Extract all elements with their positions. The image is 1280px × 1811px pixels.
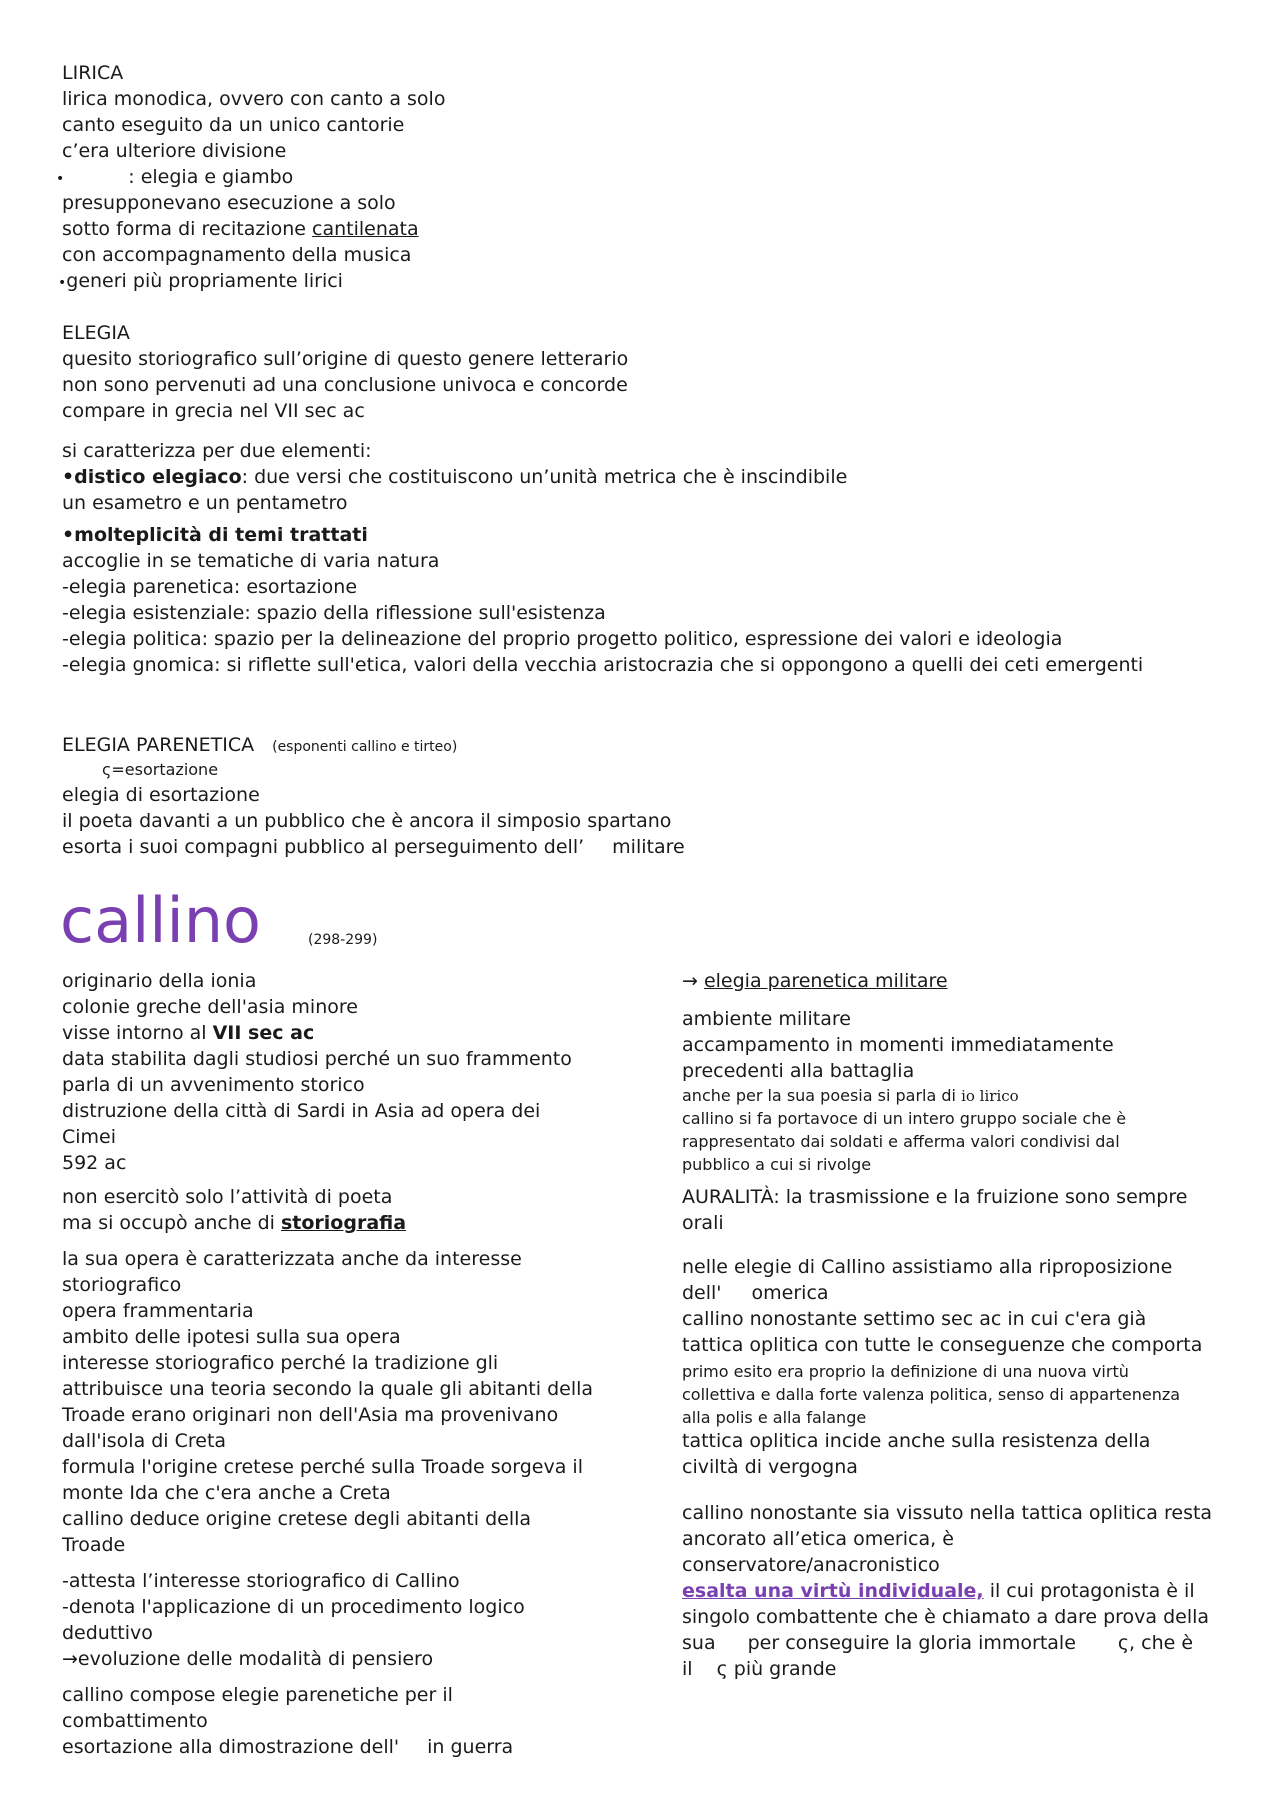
omerica-text: dell' <box>682 1282 722 1304</box>
lirica-line: canto eseguito da un unico cantorie <box>62 114 405 136</box>
elegia-intro: si caratterizza per due elementi: <box>62 440 372 462</box>
callino-left-line: interesse storiografico perché la tradizione gli <box>62 1352 499 1374</box>
guerra-text: in guerra <box>427 1736 514 1758</box>
cantilenata-word: cantilenata <box>312 218 419 240</box>
temi-line: -elegia esistenziale: spazio della riflessione sull'esistenza <box>62 602 606 624</box>
callino-right-line <box>682 1578 1195 1604</box>
parenetica-heading <box>62 732 457 758</box>
callino-right-line: civiltà di vergogna <box>682 1456 858 1478</box>
auralita-line: AURALITÀ: la trasmissione e la fruizione sono sempre <box>682 1186 1188 1208</box>
temi-line: -elegia gnomica: si riflette sull'etica, valori della vecchia aristocrazia che si oppongono a quelli dei ceti emergenti <box>62 654 1144 676</box>
callino-left-line: -attesta l’interesse storiografico di Callino <box>62 1570 460 1592</box>
callino-left-line <box>62 1210 406 1236</box>
callino-right-small: alla polis e alla falange <box>682 1408 867 1427</box>
sua-text: sua <box>682 1632 716 1654</box>
callino-left-line: parla di un avvenimento storico <box>62 1074 365 1096</box>
lirica-line: presupponevano esecuzione a solo <box>62 192 396 214</box>
elegia-line: un esametro e un pentametro <box>62 492 348 514</box>
visse-text: visse intorno al <box>62 1022 213 1044</box>
lirica-bullet <box>58 268 343 294</box>
callino-left-line: opera frammentaria <box>62 1300 254 1322</box>
callino-right-line <box>682 1084 1019 1108</box>
distico-term: •distico elegiaco <box>62 466 242 488</box>
callino-right-line: ambiente militare <box>682 1008 851 1030</box>
parenetica-note: (esponenti callino e tirteo) <box>272 739 458 755</box>
callino-left-line: Troade erano originari non dell'Asia ma provenivano <box>62 1404 559 1426</box>
callino-left-line: distruzione della città di Sardi in Asia ad opera dei <box>62 1100 541 1122</box>
parenetica-text: esorta i suoi compagni pubblico al perseguimento dell’ <box>62 836 585 858</box>
callino-left-line: colonie greche dell'asia minore <box>62 996 358 1018</box>
callino-right-line: precedenti alla battaglia <box>682 1060 915 1082</box>
callino-right-line: tattica oplitica incide anche sulla resistenza della <box>682 1430 1151 1452</box>
storiografia-word: storiografia <box>280 1212 407 1234</box>
callino-right-line: ancorato all’etica omerica, è <box>682 1528 954 1550</box>
recitazione-text: sotto forma di recitazione <box>62 218 312 240</box>
callino-right-line: callino nonostante settimo sec ac in cui c'era già <box>682 1308 1147 1330</box>
elegia-heading: ELEGIA <box>62 322 130 344</box>
il-text: ς più grande <box>716 1658 837 1680</box>
callino-left-line: non esercitò solo l’attività di poeta <box>62 1186 393 1208</box>
callino-pages: (298-299) <box>308 932 378 948</box>
callino-left-line: →evoluzione delle modalità di pensiero <box>62 1648 434 1670</box>
callino-left-line: ambito delle ipotesi sulla sua opera <box>62 1326 401 1348</box>
callino-right-small: callino si fa portavoce di un intero gruppo sociale che è <box>682 1109 1127 1128</box>
temi-line: accoglie in se tematiche di varia natura <box>62 550 440 572</box>
callino-title: callino <box>60 884 261 957</box>
callino-left-line: Cimei <box>62 1126 117 1148</box>
callino-right-line: conservatore/anacronistico <box>682 1554 940 1576</box>
callino-left-line: callino compose elegie parenetiche per il <box>62 1684 453 1706</box>
callino-right-line <box>682 1280 829 1306</box>
distico-line <box>62 464 847 490</box>
callino-right-line <box>682 1656 836 1682</box>
parenetica-text: militare <box>612 836 685 858</box>
callino-left-line: 592 ac <box>62 1152 127 1174</box>
auralita-line: orali <box>682 1212 724 1234</box>
omerica-text: omerica <box>751 1282 829 1304</box>
temi-term: •molteplicità di temi trattati <box>62 524 368 546</box>
callino-right-line: singolo combattente che è chiamato a dare prova della <box>682 1606 1210 1628</box>
lirica-bullet <box>56 164 293 190</box>
callino-right-line: accampamento in momenti immediatamente <box>682 1034 1114 1056</box>
storiografia-text: ma si occupò anche di <box>62 1212 281 1234</box>
elegia-militare-link[interactable]: elegia parenetica militare <box>703 970 948 992</box>
arrow-right-icon: → <box>682 970 704 992</box>
lirica-line: lirica monodica, ovvero con canto a solo <box>62 88 446 110</box>
virtu-individuale-link[interactable]: esalta una virtù individuale, <box>682 1580 984 1602</box>
io-lirico-term: io lirico <box>961 1087 1019 1105</box>
temi-line: -elegia parenetica: esortazione <box>62 576 358 598</box>
temi-line: -elegia politica: spazio per la delineazione del proprio progetto politico, espressione dei valori e ideologia <box>62 628 1063 650</box>
callino-right-line: nelle elegie di Callino assistiamo alla riproposizione <box>682 1256 1173 1278</box>
lirica-recitazione <box>62 216 419 242</box>
bullet-icon: • <box>56 171 65 187</box>
guerra-text: esortazione alla dimostrazione dell' <box>62 1736 400 1758</box>
callino-left-line: monte Ida che c'era anche a Creta <box>62 1482 391 1504</box>
distico-definition: : due versi che costituiscono un’unità metrica che è inscindibile <box>241 466 848 488</box>
callino-left-line: storiografico <box>62 1274 182 1296</box>
lirica-line: con accompagnamento della musica <box>62 244 412 266</box>
parenetica-line <box>62 834 685 860</box>
callino-left-line: dall'isola di Creta <box>62 1430 227 1452</box>
callino-left-line: la sua opera è caratterizzata anche da interesse <box>62 1248 522 1270</box>
callino-right-small: rappresentato dai soldati e afferma valori condivisi dal <box>682 1132 1120 1151</box>
parenetica-line: elegia di esortazione <box>62 784 260 806</box>
callino-left-line: originario della ionia <box>62 970 257 992</box>
callino-left-line: attribuisce una teoria secondo la quale gli abitanti della <box>62 1378 594 1400</box>
callino-left-line: combattimento <box>62 1710 208 1732</box>
bullet-text: : elegia e giambo <box>128 166 294 188</box>
virtu-text: il cui protagonista è il <box>983 1580 1195 1602</box>
callino-left-line: callino deduce origine cretese degli abitanti della <box>62 1508 532 1530</box>
elegia-line: compare in grecia nel VII sec ac <box>62 400 365 422</box>
callino-left-line: -denota l'applicazione di un procedimento logico <box>62 1596 525 1618</box>
callino-right-small: collettiva e dalla forte valenza politica, senso di appartenenza <box>682 1385 1181 1404</box>
callino-left-line: Troade <box>62 1534 126 1556</box>
elegia-line: non sono pervenuti ad una conclusione univoca e concorde <box>62 374 628 396</box>
callino-right-line: callino nonostante sia vissuto nella tattica oplitica resta <box>682 1502 1213 1524</box>
callino-right-line: tattica oplitica con tutte le conseguenze che comporta <box>682 1334 1203 1356</box>
callino-right-small: pubblico a cui si rivolge <box>682 1155 872 1174</box>
sua-text: ς, che è <box>1117 1632 1194 1654</box>
il-text: il <box>682 1658 693 1680</box>
parenetica-sub: ς=esortazione <box>102 760 219 779</box>
callino-left-line: data stabilita dagli studiosi perché un suo frammento <box>62 1048 572 1070</box>
bullet-icon: • <box>58 275 67 291</box>
sua-text: per conseguire la gloria immortale <box>747 1632 1076 1654</box>
callino-left-line <box>62 1020 314 1046</box>
visse-date: VII sec ac <box>212 1022 315 1044</box>
callino-right-small: primo esito era proprio la definizione di una nuova virtù <box>682 1362 1129 1381</box>
callino-right-line <box>682 1630 1193 1656</box>
elegia-line: quesito storiografico sull’origine di questo genere letterario <box>62 348 629 370</box>
callino-left-line <box>62 1734 513 1760</box>
lirica-heading: LIRICA <box>62 62 124 84</box>
parenetica-line: il poeta davanti a un pubblico che è ancora il simposio spartano <box>62 810 672 832</box>
callino-right-arrow-line <box>682 968 948 994</box>
callino-left-line: formula l'origine cretese perché sulla Troade sorgeva il <box>62 1456 583 1478</box>
io-lirico-text: anche per la sua poesia si parla di <box>682 1086 962 1105</box>
callino-left-line: deduttivo <box>62 1622 153 1644</box>
parenetica-title: ELEGIA PARENETICA <box>62 734 255 756</box>
lirica-line: c’era ulteriore divisione <box>62 140 287 162</box>
bullet-text: generi più propriamente lirici <box>66 270 343 292</box>
